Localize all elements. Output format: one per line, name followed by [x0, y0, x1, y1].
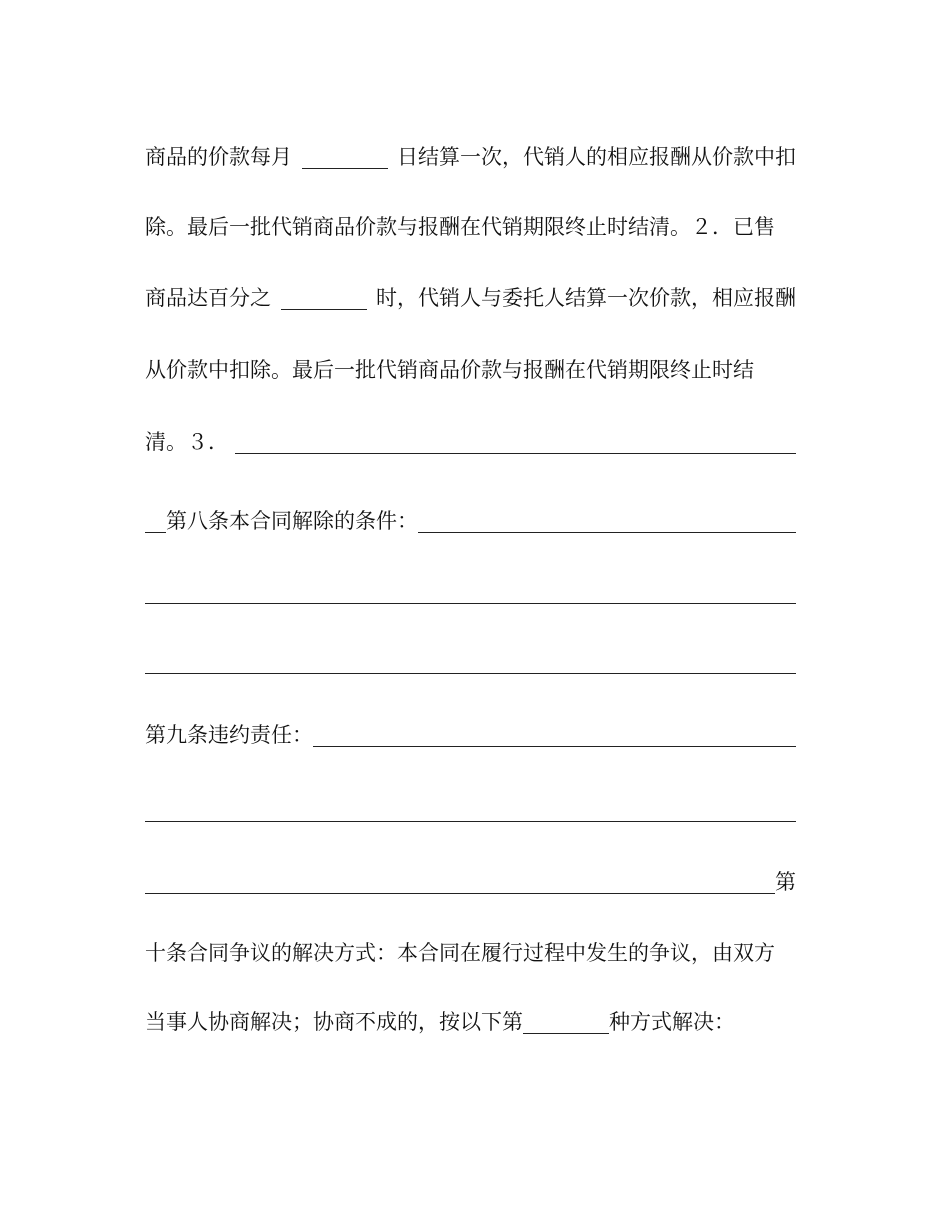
text-segment: 第八条本合同解除的条件： — [166, 509, 418, 533]
text-line — [145, 142, 796, 172]
text-line — [145, 577, 796, 607]
text-line — [145, 427, 796, 457]
fill-blank-resolution-method[interactable] — [523, 1011, 609, 1034]
text-segment: 商品的价款每月 — [145, 145, 292, 169]
text-line — [145, 212, 796, 242]
text-line — [145, 938, 796, 968]
text-line — [145, 506, 796, 536]
text-line — [145, 283, 796, 313]
text-segment: 商品达百分之 — [145, 286, 271, 310]
text-segment: 十条合同争议的解决方式：本合同在履行过程中发生的争议，由双方 — [145, 941, 775, 965]
text-line — [145, 647, 796, 677]
text-line — [145, 355, 796, 385]
text-segment: 清。３． — [145, 430, 229, 454]
fill-blank-item-3-cont[interactable] — [145, 510, 166, 533]
fill-blank-termination-conditions-cont[interactable] — [145, 581, 796, 604]
text-line — [145, 720, 796, 750]
text-segment: 日结算一次，代销人的相应报酬从价款中扣 — [397, 145, 796, 169]
fill-blank-liability-cont[interactable] — [145, 799, 796, 822]
text-segment: 当事人协商解决；协商不成的，按以下第 — [145, 1010, 523, 1034]
text-segment: 第 — [775, 870, 796, 894]
text-segment: 从价款中扣除。最后一批代销商品价款与报酬在代销期限终止时结 — [145, 358, 754, 382]
text-line — [145, 795, 796, 825]
fill-blank-day[interactable] — [302, 146, 388, 169]
fill-blank-termination-conditions-cont[interactable] — [145, 651, 796, 674]
text-segment: 除。最后一批代销商品价款与报酬在代销期限终止时结清。２．已售 — [145, 215, 775, 239]
text-segment: 种方式解决： — [609, 1010, 735, 1034]
text-segment: 时，代销人与委托人结算一次价款，相应报酬 — [376, 286, 796, 310]
fill-blank-liability-cont[interactable] — [145, 871, 775, 894]
fill-blank-termination-conditions[interactable] — [418, 510, 796, 533]
text-line — [145, 1007, 796, 1037]
fill-blank-liability[interactable] — [313, 724, 796, 747]
text-segment: 第九条违约责任： — [145, 723, 313, 747]
fill-blank-item-3[interactable] — [235, 431, 796, 454]
text-line — [145, 867, 796, 897]
fill-blank-percent[interactable] — [281, 287, 367, 310]
